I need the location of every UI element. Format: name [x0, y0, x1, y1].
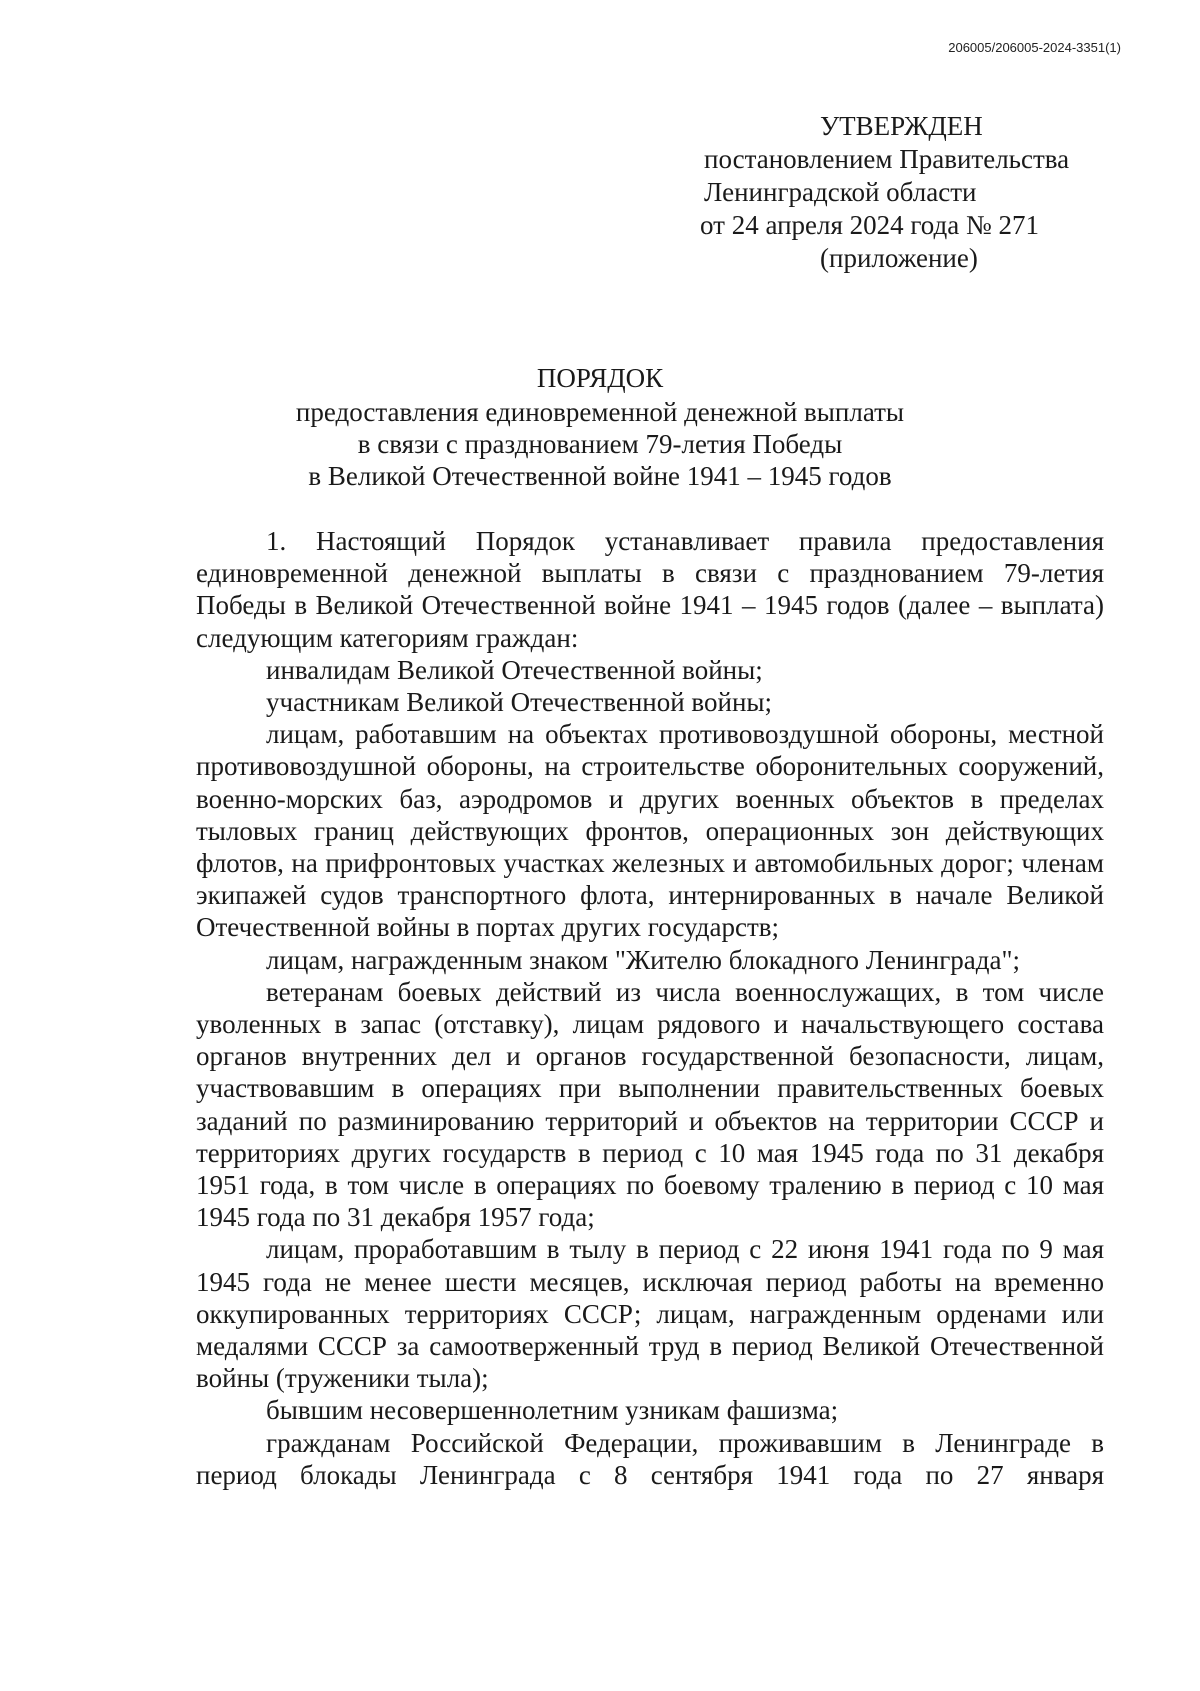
- paragraph-category-combat-veterans: ветеранам боевых действий из числа военнослужащих, в том числе уволенных в запас (отставку), лицам рядового и начальствующего состава органов внутренних дел и органов государственной безопасности, лицам, участвовавшим в операциях при выполнении правительственных боевых заданий по разминированию территорий и объектов на территории СССР и территориях других государств в период с 10 мая 1945 года по 31 декабря 1951 года, в том числе в операциях по боевому тралению в период с 10 мая 1945 года по 31 декабря 1957 года;: [196, 976, 1104, 1233]
- document-heading: ПОРЯДОК: [536, 363, 664, 393]
- paragraph-category-blockade-residents: гражданам Российской Федерации, проживавшим в Ленинграде в период блокады Ленинграда с 8 сентября 1941 года по 27 января: [196, 1427, 1104, 1490]
- paragraph-category-war-participants: участникам Великой Отечественной войны;: [266, 687, 773, 718]
- paragraph-category-home-front-workers: лицам, проработавшим в тылу в период с 22 июня 1941 года по 9 мая 1945 года не менее шести месяцев, исключая период работы на временно оккупированных территориях СССР; лицам, награжденным орденами или медалями СССР за самоотверженный труд в период Великой Отечественной войны (труженики тыла);: [196, 1234, 1104, 1394]
- paragraph-category-fascism-prisoners: бывшим несовершеннолетним узникам фашизма;: [266, 1395, 839, 1426]
- document-body: [196, 525, 1104, 1491]
- approval-stamp-block: [700, 110, 1120, 275]
- document-subtitle-line-3: в Великой Отечественной войне 1941 – 1945 годов: [308, 461, 892, 491]
- document-id: 206005/206005-2024-3351(1): [948, 40, 1121, 55]
- approval-line-date-number: от 24 апреля 2024 года № 271: [700, 210, 1040, 240]
- paragraph-1-intro: 1. Настоящий Порядок устанавливает правила предоставления единовременной денежной выплаты в связи с празднованием 79-летия Победы в Великой Отечественной войне 1941 – 1945 годов (далее – выплата) следующим категориям граждан:: [196, 526, 1104, 653]
- paragraph-category-blockade-badge: лицам, награжденным знаком "Жителю блокадного Ленинграда";: [266, 944, 1021, 975]
- approval-line-region: Ленинградской области: [704, 177, 977, 207]
- approval-line-approved: УТВЕРЖДЕН: [820, 111, 983, 141]
- approval-line-resolution: постановлением Правительства: [704, 144, 1070, 174]
- document-subtitle-line-2: в связи с празднованием 79-летия Победы: [357, 429, 843, 459]
- paragraph-category-defense-workers: лицам, работавшим на объектах противовоздушной обороны, местной противовоздушной обороны, на строительстве оборонительных сооружений, военно-морских баз, аэродромов и других военных объектов в пределах тыловых границ действующих фронтов, операционных зон действующих флотов, на прифронтовых участках железных и автомобильных дорог; членам экипажей судов транспортного флота, интернированных в начале Великой Отечественной войны в портах других государств;: [196, 719, 1104, 943]
- approval-line-appendix: (приложение): [820, 243, 978, 273]
- document-title-block: [0, 362, 1200, 492]
- paragraph-category-war-invalids: инвалидам Великой Отечественной войны;: [266, 654, 763, 685]
- document-subtitle-line-1: предоставления единовременной денежной выплаты: [295, 397, 905, 427]
